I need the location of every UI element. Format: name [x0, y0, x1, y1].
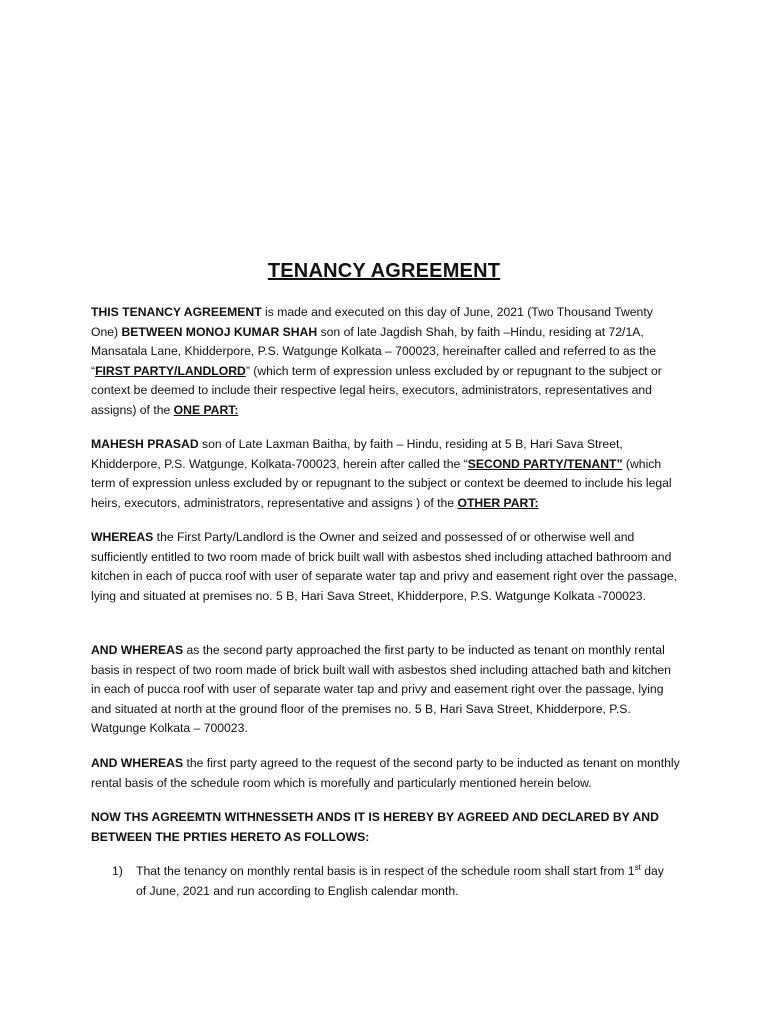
- list-item-number: 1): [112, 864, 123, 878]
- underlined-bold-text: ONE PART:: [173, 402, 239, 417]
- bold-text: AND WHEREAS: [91, 756, 184, 770]
- body-text: is made and executed on this day of June, 2021 (Two Thousand Twenty One): [91, 305, 653, 339]
- body-text: day of June, 2021 and run according to English calendar month.: [136, 864, 664, 898]
- body-text: son of late Jagdish Shah, by faith –Hindu, residing at 72/1A, Mansatala Lane, Khidderpore, P.S. Watgunge Kolkata – 700023, hereinafter called and referred to as the “: [91, 324, 657, 378]
- paragraph-witnesseth: [91, 808, 681, 847]
- paragraph-whereas-3: [91, 754, 681, 793]
- list-item-text: [136, 862, 676, 901]
- body-text: son of Late Laxman Baitha, by faith – Hindu, residing at 5 B, Hari Sava Street, Khidderpore, P.S. Watgunge, Kolkata-700023, herein after called the “: [91, 437, 623, 471]
- bold-text: WHEREAS: [91, 530, 154, 544]
- body-text: as the second party approached the first party to be inducted as tenant on monthly rental basis in respect of two room made of brick built wall with asbestos shed including attached bath and kitchen in each of pucca roof with user of separate water tap and privy and easement right over the passage, lying and situated at north at the ground floor of the premises no. 5 B, Hari Sava Street, Khidderpore, P.S. Watgunge Kolkata – 700023.: [91, 643, 671, 736]
- bold-text: MAHESH PRASAD: [91, 437, 199, 451]
- paragraph-whereas-1: [91, 528, 681, 606]
- body-text: That the tenancy on monthly rental basis is in respect of the schedule room shall start from 1: [136, 864, 635, 878]
- underlined-bold-text: SECOND PARTY/TENANT”: [467, 456, 623, 471]
- paragraph-parties-first: [91, 303, 681, 421]
- body-text: the first party agreed to the request of the second party to be inducted as tenant on monthly rental basis of the schedule room which is morefully and particularly mentioned herein below.: [91, 756, 680, 790]
- paragraph-parties-second: [91, 435, 681, 513]
- underlined-bold-text: OTHER PART:: [457, 495, 539, 510]
- bold-text: NOW THS AGREEMTN WITHNESSETH ANDS IT IS HEREBY BY AGREED AND DECLARED BY AND BETWEEN THE PRTIES HERETO AS FOLLOWS:: [91, 810, 659, 844]
- body-text: (which term of expression unless excluded by or repugnant to the subject or context be deemed to include his legal heirs, executors, administrators, representative and assigns ) of the: [91, 456, 672, 510]
- document-title: TENANCY AGREEMENT: [267, 260, 501, 282]
- bold-text: AND WHEREAS: [91, 643, 184, 657]
- bold-text: BETWEEN MONOJ KUMAR SHAH: [121, 324, 318, 339]
- body-text: the First Party/Landlord is the Owner and seized and possessed of or otherwise well and sufficiently entitled to two room made of brick built wall with asbestos shed including attached bathroom and kitchen in each of pucca roof with user of separate water tap and privy and easement right over the passage, lying and situated at premises no. 5 B, Hari Sava Street, Khidderpore, P.S. Watgunge Kolkata -700023.: [91, 530, 678, 603]
- paragraph-whereas-2: [91, 641, 681, 739]
- underlined-bold-text: FIRST PARTY/LANDLORD: [95, 363, 246, 378]
- body-text: ” (which term of expression unless excluded by or repugnant to the subject or context be deemed to include their respective legal heirs, executors, administrators, representatives and assigns) of the: [91, 363, 662, 417]
- bold-text: THIS TENANCY AGREEMENT: [91, 305, 262, 319]
- superscript-text: st: [634, 862, 641, 872]
